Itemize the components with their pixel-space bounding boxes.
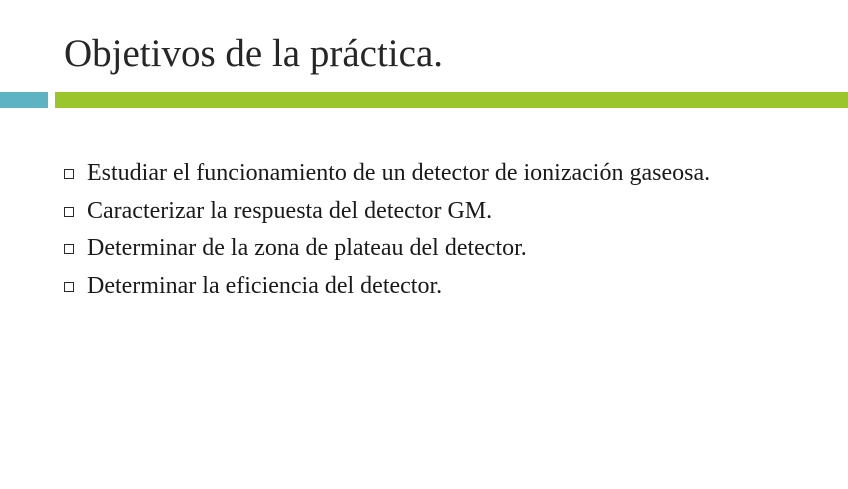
square-bullet-icon — [64, 282, 74, 292]
bullet-text: Caracterizar la respuesta del detector GM. — [87, 197, 493, 224]
accent-bar-right — [55, 92, 848, 108]
slide-title: Objetivos de la práctica. — [64, 32, 444, 75]
bullet-text: Determinar de la zona de plateau del detector. — [87, 235, 527, 261]
bullet-text: Determinar la eficiencia del detector. — [87, 272, 443, 299]
accent-bar-left — [0, 92, 48, 108]
square-bullet-icon — [64, 169, 74, 179]
square-bullet-icon — [64, 207, 74, 217]
bullet-text: Estudiar el funcionamiento de un detector de ionización gaseosa. — [87, 160, 711, 186]
square-bullet-icon — [64, 244, 74, 254]
